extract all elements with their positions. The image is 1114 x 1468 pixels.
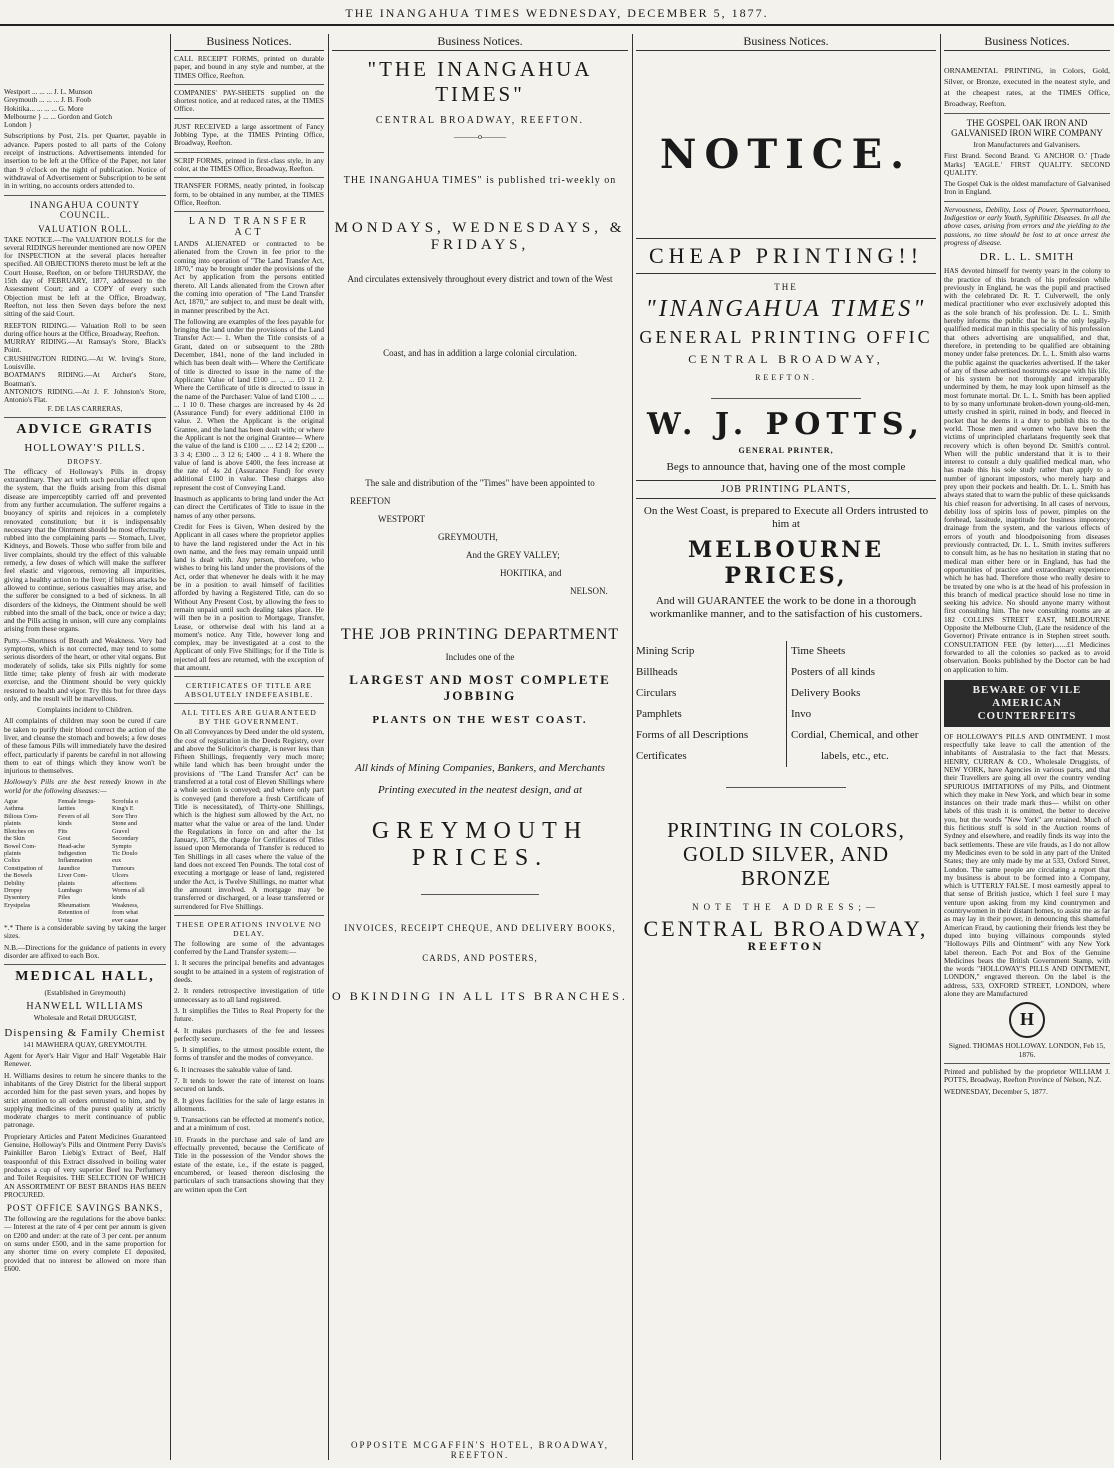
diseases-list — [4, 798, 166, 924]
printing-in-colors: PRINTING IN COLORS, GOLD SILVER, AND BRONZE — [667, 818, 905, 890]
town-name: WESTPORT — [378, 514, 425, 524]
town-name: REEFTON — [350, 496, 391, 506]
children-text: All complaints of children may soon be cured if care be taken to purify their blood correct the action of the liver, and cleanse the stomach and bowels; a few doses of these famous Pills will immediately have the desired effect, particularly if parents be careful in not allowing them to eat of things which they know won't be injurious to themselves. — [4, 716, 166, 776]
divider — [944, 113, 1110, 114]
disease-item: Lumbago — [58, 886, 83, 894]
service-item: Circulars — [636, 687, 677, 699]
iron-line: Iron Manufacturers and Galvanisers. — [973, 140, 1081, 149]
potts-name: W. J. POTTS, — [647, 407, 925, 442]
reefton-label: REEFTON. — [755, 373, 817, 382]
holloway-heading: HOLLOWAY'S PILLS. — [24, 441, 146, 454]
hanwell-williams: HANWELL WILLIAMS — [26, 1001, 144, 1013]
disease-item — [4, 909, 58, 916]
beware-banner — [944, 680, 1110, 727]
operation-item: 5. It simplifies, to the utmost possible extent, the forms of transfer and the modes of conveyance. — [174, 1045, 324, 1063]
disease-item: ever cause — [112, 916, 139, 924]
divider — [726, 787, 846, 788]
column-5 — [940, 34, 1114, 1460]
disease-item: Dysentery — [4, 894, 30, 902]
service-item: Certificates — [636, 750, 687, 762]
agents-list — [4, 88, 166, 129]
divider — [944, 201, 1110, 202]
ad-notice: TRANSFER FORMS, neatly printed, in foolscap form, to be obtained in any number, at the TIMES Office, Reefton. — [174, 181, 324, 207]
operation-item: 3. It simplifies the Titles to Real Property for the future. — [174, 1005, 324, 1024]
disease-item: Inflammation — [58, 857, 93, 865]
disease-item: Erysipelas — [4, 901, 31, 909]
column-header: Business Notices. — [332, 34, 628, 51]
service-item: Time Sheets — [791, 645, 846, 657]
town-name: And the GREY VALLEY; — [466, 550, 560, 560]
column-3 — [328, 34, 632, 1460]
divider — [174, 177, 324, 178]
disease-item: Debility — [4, 879, 25, 887]
disease-item: Gout — [58, 835, 71, 843]
wholesale-line: Wholesale and Retail DRUGGIST, — [33, 1013, 137, 1023]
printed-by: Printed and published by the proprietor WILLIAM J. POTTS, Broadway, Reefton Province of Nelson, N.Z. — [944, 1066, 1110, 1085]
disease-item: Bowel Com- — [4, 842, 37, 850]
established-line: (Established in Greymouth) — [44, 988, 126, 998]
disease-item: King's E — [112, 805, 134, 813]
service-item: Pamphlets — [636, 708, 682, 720]
invoices-line: INVOICES, RECEIPT CHEQUE, AND DELIVERY BOOKS, — [344, 923, 616, 933]
reefton-large: REEFTON — [747, 942, 825, 953]
times-address: CENTRAL BROADWAY, REEFTON. — [375, 115, 585, 126]
beware-line: BEWARE OF VILE — [972, 683, 1082, 696]
disease-item: plaints — [4, 849, 21, 857]
service-item: Posters of all kinds — [791, 666, 876, 678]
kinds-line: All kinds of Mining Companies, Bankers, and Merchants — [355, 762, 605, 774]
ornament: ———o——— — [454, 132, 506, 141]
brands-line: First Brand. Second Brand. 'G ANCHOR O.' [Trade Marks] 'EAGLE.' FIRST QUALITY. SECOND QUALITY. — [944, 151, 1110, 177]
cheap-printing: CHEAP PRINTING!! — [636, 238, 936, 274]
job-department: THE JOB PRINTING DEPARTMENT — [340, 626, 620, 643]
dropsy-text: The efficacy of Holloway's Pills in dropsy extraordinary. They act with such peculiar effect upon the system, that the fluids arising from this dismal disease are imperceptibly carried off and prevented from any further accumulation. The sufferer regains a buoyancy of spirits and rejoices in a completely renovated constitution; but it is indispensably necessary that the Ointment should be most effectually rubbed into the complaining parts — Stomach, Liver, Kidneys, and Bowels. Those who suffer from bile and liver complaints, should try the effect of this valuable remedy, a few doses of which will make the sufferer feel elastic and vigorous, removing all impurities, giving a healthy action to the liver; if bilious attacks be allowed to continue, serious casualties may arise, and the sufferer be consigned to a bed of sickness. In all disorders of the kidneys, the Ointment should be well rubbed into the small of the back, once or twice a day; and the Pills acting in unison, will cure any complaints arising from these organs. — [4, 466, 166, 634]
disease-item: Ulcers — [112, 872, 129, 880]
disease-item: Gravel — [112, 827, 130, 835]
operation-item: 9. Transactions can be effected at moment's notice, and at a minimum of cost. — [174, 1115, 324, 1133]
advice-heading: ADVICE GRATIS — [16, 421, 154, 437]
column-header: Business Notices. — [944, 34, 1110, 51]
plants-box: JOB PRINTING PLANTS, — [636, 480, 936, 499]
beware-line: AMERICAN COUNTERFEITS — [977, 696, 1077, 722]
disease-item: Urine — [58, 916, 73, 924]
disease-item: from what — [112, 909, 139, 917]
agent-line: Melbourne } ... ... Gordon and Gotch — [4, 111, 113, 121]
largest-line: LARGEST AND MOST COMPLETE JOBBING — [349, 672, 611, 703]
service-item: Delivery Books — [791, 687, 861, 699]
ad-notice: COMPANIES' PAY-SHEETS supplied on the shortest notice, and at reduced rates, at the TIMES Office. — [174, 87, 324, 114]
signed-line: Signed. THOMAS HOLLOWAY. LONDON, Feb 15, 1876. — [948, 1041, 1106, 1059]
inasmuch-text: Inasmuch as applicants to bring land under the Act can direct the Certificates of Title to issue in the names of any other persons. — [174, 494, 324, 520]
column-1 — [0, 34, 170, 1460]
printing-line: Printing executed in the neatest design, and at — [377, 784, 583, 796]
service-item: Billheads — [636, 666, 678, 678]
savings-text: The following are the regulations for the above banks:— Interest at the rate of 4 per cent per annum is given on £200 and under: at the rate of 3 per cent. per annum on sums under £500, and in the same proportion for any shorter time on every complete £1 deposited, provided that no interest be allowed on more than £600. — [4, 1214, 166, 1273]
column-2 — [170, 34, 328, 1460]
divider — [421, 894, 539, 895]
operation-item: 8. It gives facilities for the sale of large estates in allotments. — [174, 1095, 324, 1113]
disease-item: Colics — [4, 857, 21, 865]
services-right — [786, 641, 936, 767]
divider — [174, 915, 324, 916]
signature-line: F. DE LAS CARRERAS, — [47, 403, 123, 413]
service-item: labels, etc., etc. — [821, 750, 889, 762]
publication-date: WEDNESDAY, December 5, 1877. — [944, 1086, 1048, 1096]
agent-line: Westport ... ... ... J. L. Munson — [4, 87, 93, 96]
disease-item: Secondary — [112, 835, 139, 843]
disease-item: Jaundice — [58, 864, 81, 872]
riding-line: ANTONIO'S RIDING.—At J. F. Johnston's Store, Antonio's Flat. — [4, 386, 166, 405]
published-line: THE INANGAHUA TIMES" is published tri-weekly on — [343, 175, 617, 186]
column-4 — [632, 34, 940, 1460]
valuation-notice: TAKE NOTICE.—The VALUATION ROLLS for the several RIDINGS hereunder mentioned are now OPEN for INSPECTION at the several places hereafter specified. All OBJECTIONS thereto must be left at the Court House, Reefton, on or before THURSDAY, the 15th day of FEBRUARY, 1877, addressed to the Assessment Court; and a COPY of every such Objection must be left at the Office, Broadway, Reefton, not less then Seven days before the next sitting of the said Court. — [4, 234, 166, 319]
divider — [174, 211, 324, 212]
saving-note: *.* There is a considerable saving by taking the larger sizes. — [4, 922, 166, 941]
disease-item: Sore Thro — [112, 812, 138, 820]
the-label: THE — [774, 282, 798, 292]
disease-item: kinds — [112, 894, 126, 902]
disease-item: Liver Com- — [58, 872, 88, 880]
holloway-counterfeit-text: OF HOLLOWAY'S PILLS AND OINTMENT. I most respectfully take leave to call the attention of the inhabitants of Australasia to the fact that Messrs. HENRY, CURRAN & CO., Wholesale Druggists, of NEW YORK, have Agencies in various parts, and that their Travellers are going all over the country vending SPURIOUS IMITATIONS of my Pills, and Ointment which they make in New York, and which bear in some instances on their trade mark thus— whilst on other labels of this trash it is omitted, the better to deceive you, but the words "New York" are retained. Much of this fictitious stuff is sold in the Auction rooms of Sydney and elsewhere, and readily finds its way into the back settlements. These are vile frauds, as I do not allow my Medicines even to be sold in any part of the United States; they are only made by me at 533, Oxford Street, London. The same people are circulating a report that my business is about to be formed into a Company, which is UTTERLY FALSE. I most earnestly appeal to that sense of British justice, which I feel sure I may venture upon asking from my kind countrymen and countrywomen in their distant homes, to assist me as far as may lay in their power, in denouncing this shameful American Fraud, by cautioning their friends lest they be duped into buying villainous compounds styled "Holloways Pills and Ointment" with any New York label thereon. Each Pot and Box of the Genuine Medicines bears the British Government Stamp, with the words "HOLLOWAY'S PILLS AND OINTMENT, LONDON," engraved thereon. On the label is the address, 533, OXFORD STREET, LONDON, where alone they are Manufactured — [944, 731, 1110, 999]
dr-smith-text: HAS devoted himself for twenty years in the colony to the practice of this branch of his profession while previously in England, he was the pupil and practised with the celebrated Dr. R. T. Culverwell, the only medical practitioner who ever exclusively adopted this as the sole branch of his profession. Dr. L. L. Smith hereby informs the public that he is the only legally-qualified medical man in this speciality of his profession that others advertising are unqualified, and that, therefore, in pretending to be qualified are obtaining money under false pretences. Dr. L. L. Smith also warns the public against the quackeries advertised. If the taker of any of these advertised nostrums escape with his life, or his system be not thoroughly and irreparably undermined by them, he may look upon himself as the most fortunate mortal. Dr. L. L. Smith has been applied to by so many unfortunate broken-down young-old-men, utterly crushed in spirit, ruined in body, and fleeced in pocket that he deems it a duty to publish this to the world. Those men and women who have been the victims of unprincipled charlatans frequently seek that recovery which is often beyond Dr. Smith's control. When will the public understand that it is to their interest to consult a duly qualified medical man, who has made this his sole study rather than apply to a number of ignorant impostors, who merely harp and prey upon their pockets and health. Dr. L. L. Smith has always stated that to warn the public of these quicksands his chief reason for advertising. In all cases of nervous, debility loss of spirits loss of power, pimples on the forehead, lassitude, inaptitude for business impotency drainage from the system, and the various effects of errors of youth and bloodpoisoning from diseases previously contracted, Dr. L. L. Smith invites sufferers to consult him, as he has no hesitation in stating that no medical man either here or in England, has had the opportunities of practice and extraordinary experience which he has had. Therefore those who really desire to be treated by one who is at the head of his profession in this branch of medical practice should lose no time in seeking his advice. No should anyone marry without first consulting him. The new consulting rooms are at 182 COLLINS STREET EAST, MELBOURNE Opposite the Melbourne Club, (Late the residence of the Governor) Private entrance is in Stephen street south. CONSULTATION FEE (by letter).......£1 Medicines forwarded to all the colonies so packed as to avoid observation. Books published by the Doctor can be had on application to him. — [944, 266, 1110, 674]
guarantee-text: On all Conveyances by Deed under the old system, the cost of registration in the Deeds Registry, over and above the Solicitor's charge, is never less than Fifteen Shillings, frequently very much more; while land which has been brought under the provisions of "The Land Transfer Act" can be transferred at a total cost of Eleven Shillings where a whole section is conveyed; and where only part is conveyed (and therefore a fresh Certificate of Title is necessitated), of Thirty-one Shillings, which is the highest sum allowed by the Act, no matter what the value or area of the land. Under the Regulations in force on and after the 1st January, 1875, the charge for Certificates of Titles issued upon Memoranda of Transfer is reduced to Ten Shillings in all cases where the value of the land does not exceed Ten Pounds. The total cost of executing a mortgage or lease of land, registered under the Act, is Twelve Shillings, no matter what the amount involved. A mortgage may be transferred or discharged, or a lease transferred or surrendered for Five Shillings. — [174, 727, 324, 911]
agent-line: London } — [4, 120, 33, 130]
council-title: INANGAHUA COUNTY COUNCIL. — [29, 199, 141, 220]
disease-item: plaints — [58, 879, 75, 887]
disease-item: Female Irregu- — [58, 798, 96, 806]
divider — [4, 417, 166, 418]
gospel-oak-heading: THE GOSPEL OAK IRON AND GALVANISED IRON WIRE COMPANY — [951, 118, 1103, 138]
divider — [174, 676, 324, 677]
service-item: Mining Scrip — [636, 645, 695, 657]
nervousness-text: Nervousness, Debility, Loss of Power, Spermatorrhoea, Indigestion or early Youth, Syphilitic Diseases. In all the above cases, arising from errors and the yielding to the passions, no time should be lost to at once arrest the progress of disease. — [944, 204, 1110, 247]
land-transfer-heading: LAND TRANSFER ACT — [188, 216, 310, 239]
land-text: LANDS ALIENATED or contracted to be alienated from the Crown in fee prior to the coming into operation of "The Land Transfer Act, 1870," may be brought under the provisions of the Act by application from the persons entitled thereto. All Lands alienated from the Crown after the coming into operation of "The Land Transfer Act, 1870," are subject to, and must be dealt with, in manner prescribed by the Act. — [174, 239, 324, 315]
disease-item: plaints — [4, 820, 21, 828]
divider — [944, 1063, 1110, 1064]
column-header: Business Notices. — [174, 34, 324, 51]
begs-line: Begs to announce that, having one of the most comple — [666, 461, 906, 473]
disease-item: Rheumatism — [58, 901, 90, 909]
williams-text: H. Williams desires to return he sincere thanks to the inhabitants of the Grey District for the liberal support accorded him for the past seven years, and hopes by strict attention to all orders entrusted to him, and by supplying medicines of the purest quality at strictly moderate charges to merit continuance of public patronage. — [4, 1070, 166, 1130]
operations-list — [174, 959, 324, 1193]
disease-item: Scrofula o — [112, 798, 139, 806]
notice-heading: NOTICE. — [659, 131, 913, 178]
operation-item: 1. It secures the principal benefits and advantages sought to be attained in a system of registration of deeds. — [174, 958, 324, 985]
disease-item: Piles — [58, 894, 71, 902]
trade-mark-icon: H — [1009, 1002, 1045, 1038]
disease-item: Ague — [4, 798, 18, 806]
disease-item: larities — [58, 805, 76, 813]
disease-item: Constipation of — [4, 864, 44, 872]
agent-line: Hokitika... ... ... ... G. More — [4, 103, 84, 113]
central-broadway-large: CENTRAL BROADWAY, — [643, 916, 929, 941]
office-address: OPPOSITE MCGAFFIN'S HOTEL, BROADWAY, REEFTON. — [351, 1440, 609, 1460]
cards-line: CARDS, AND POSTERS, — [422, 953, 538, 963]
disease-item: eux — [112, 857, 122, 865]
directions-note: N.B.—Directions for the guidance of patients in every disorder are affixed to each Box. — [4, 942, 166, 960]
disease-item: Stone and — [112, 820, 138, 828]
disease-item: kinds — [58, 820, 72, 828]
melbourne-prices: MELBOURNE PRICES, — [687, 537, 885, 589]
coast-line: Coast, and has in addition a large colonial circulation. — [383, 348, 577, 358]
note-address: NOTE THE ADDRESS;— — [692, 902, 880, 912]
divider — [174, 118, 324, 119]
disease-item: Tumours — [112, 864, 135, 872]
divider — [4, 964, 166, 965]
certificates-heading: CERTIFICATES OF TITLE ARE ABSOLUTELY INDEFEASIBLE. — [184, 681, 314, 700]
disease-item: Weakness, — [112, 901, 139, 909]
disease-item: Sympto — [112, 842, 132, 850]
savings-heading: POST OFFICE SAVINGS BANKS, — [6, 1203, 164, 1214]
guarantee-line: And will GUARANTEE the work to be done in a thorough workmanlike manner, and to the satisfaction of his customers. — [649, 595, 923, 620]
disease-item: Blotches on — [4, 827, 34, 835]
greymouth-prices: GREYMOUTH PRICES. — [371, 818, 589, 871]
dr-smith-heading: DR. L. L. SMITH — [979, 251, 1075, 264]
dropsy-heading: DROPSY. — [67, 457, 103, 466]
includes-line: Includes one of the — [445, 652, 515, 662]
disease-item: Tic Doulo — [112, 849, 138, 857]
operation-item: 6. It increases the saleable value of land. — [174, 1064, 293, 1074]
articles-text: Proprietary Articles and Patent Medicines Guaranteed Genuine, Holloway's Pills and Ointment Perry Davis's Painkiller Baron Liebig's Extract of Beef, Half teaspoonful of this Extract dissolved in boiling water produces a cup of very superior Beef tea Perfumery and Toilet Requisites. THE SELECTION OF WHICH AN ASSORTMENT OF BEST BRANDS HAS BEEN PROCURED. — [4, 1131, 166, 1199]
sale-line: The sale and distribution of the "Times" have been appointed to — [365, 478, 595, 488]
fees-text: The following are examples of the fees payable for bringing the land under the provisions of the Land Transfer Act:— 1. When the Title consists of a Grant, dated on or subsequent to the 28th December, 1841, none of the land included in which has been dealt with— Where the Certificate of title is directed to issue in the name of the Applicant: Value of land £100 ... ... ... £0 11 2. Where the Certificate of title is directed to issue in the name of the Purchaser: Value of land £100 ... ... ... 1 10 0. These charges are increased by 4s 2d (Assurance Fund) for every additional £100 in value. 2. When the Applicant is the original Grantee, and the land has been dealt with; or where the Applicant is not the original Grantee— Where the value of the land is £100 ... ... £2 14 2; £200 ... 3 3 4; £300 ... 3 12 6; £400 ... 4 1 8. Where the value of land is above £400, the fees increase at the rate of 4s 2d (Assurance Fund) for every additional £100 in value. These charges also represent the cost of Conveying Land. — [174, 316, 324, 492]
bookbinding-line: O BKINDING IN ALL ITS BRANCHES. — [332, 989, 628, 1003]
disease-item: the Bowels — [4, 872, 33, 880]
divider — [174, 152, 324, 153]
operation-item: 2. It renders retrospective investigation of title unnecessary as to all land registered. — [174, 986, 324, 1004]
dispensing-heading: Dispensing & Family Chemist — [4, 1026, 166, 1039]
disease-item: Head-ache — [58, 842, 85, 850]
ad-notice: CALL RECEIPT FORMS, printed on durable paper, and bound in any style and number, at the TIMES Office, Reefton. — [174, 54, 324, 80]
general-printing: GENERAL PRINTING OFFIC — [639, 327, 933, 347]
disease-item: Fits — [58, 827, 68, 835]
disease-item: Indigestion — [58, 849, 87, 857]
operation-item: 4. It makes purchasers of the fee and lessees perfectly secure. — [174, 1025, 324, 1043]
divider — [174, 84, 324, 85]
riding-line: REEFTON RIDING.— Valuation Roll to be seen during office hours at the Office, Broadway, Reefton. — [4, 320, 166, 338]
remedy-intro: Holloway's Pills are the best remedy known in the world for the following diseases:— — [4, 777, 166, 795]
plants-line: PLANTS ON THE WEST COAST. — [372, 714, 588, 726]
disease-item: Worms of all — [112, 886, 145, 894]
divider — [4, 195, 166, 196]
disease-item: affections — [112, 879, 137, 887]
town-name: NELSON. — [570, 586, 608, 596]
divider — [711, 398, 861, 399]
days-line: MONDAYS, WEDNESDAYS, & FRIDAYS, — [334, 220, 626, 253]
riding-line: BOATMAN'S RIDING.—At Archer's Store, Boatman's. — [4, 370, 166, 388]
times-title: "THE INANGAHUA TIMES" — [367, 57, 593, 106]
operations-intro: The following are some of the advantages conferred by the Land Transfer system:— — [174, 938, 324, 957]
service-item: Cordial, Chemical, and other — [791, 729, 919, 741]
disease-item: Bilious Com- — [4, 812, 39, 820]
service-item: Forms of all Descriptions — [636, 729, 749, 741]
service-item: Invo — [791, 708, 812, 720]
divider — [174, 703, 324, 704]
gospel-oak-text: The Gospel Oak is the oldest manufacture of Galvanised Iron in England. — [944, 179, 1110, 197]
printing-services — [636, 641, 936, 767]
guarantee-heading: ALL TITLES ARE GUARANTEED BY THE GOVERNMENT. — [181, 708, 317, 727]
operation-item: 7. It tends to lower the rate of interest on loans secured on lands. — [174, 1075, 324, 1094]
town-name: GREYMOUTH, — [438, 532, 498, 542]
disease-item: Fevers of all — [58, 812, 90, 820]
disease-item: the Skin — [4, 835, 25, 843]
masthead-rule — [0, 24, 1114, 26]
agent-line: Greymouth ... ... ... J. B. Foob — [4, 95, 91, 105]
towns-list — [332, 496, 628, 596]
west-coast-line: On the West Coast, is prepared to Execute all Orders intrusted to him at — [643, 505, 929, 530]
address-line: 141 MAWHERA QUAY, GREYMOUTH. — [23, 1039, 147, 1049]
children-heading: Complaints incident to Children. — [37, 705, 133, 715]
riding-line: CRUSHINGTON RIDING.—At W. Irving's Store, Louisville. — [4, 353, 166, 372]
valuation-title: VALUATION ROLL. — [38, 223, 132, 234]
disease-item: Dropsy — [4, 886, 23, 894]
central-broadway: CENTRAL BROADWAY, — [688, 352, 884, 366]
subscription-notice: Subscriptions by Post, 21s. per Quarter, payable in advance. Papers posted to all parts of the Colony receipt of instructions. Advertisements intended for insertion to be left at the Office of the Paper, not later than 9 o'clock on the night of publication. Notice of withdrawal of Advertisement or Subscription to be sent in in writing, no accounts orders attended to. — [4, 131, 166, 191]
putty-text: Putty.—Shortness of Breath and Weakness. Very bad symptoms, which is not corrected, may tend to some serious disorders of the heart, or other vital organs. But moderately of solids, take six Pills nightly for some little time; take plenty of fresh air with moderate exercise, and the Ointment should be very quickly restored to health and vigor. Try this but for three days only, and the result will be marvellous. — [4, 635, 166, 703]
ornamental-ad: ORNAMENTAL PRINTING, in Colors, Gold, Silver, or Bronze, executed in the neatest style, and at the cheapest rates, at the TIMES Office, Broadway, Reefton. — [944, 66, 1110, 108]
agent-note: Agent for Ayer's Hair Vigor and Hall' Vegetable Hair Renewer. — [4, 1051, 166, 1069]
times-name: "INANGAHUA TIMES" — [645, 296, 927, 322]
masthead: THE INANGAHUA TIMES WEDNESDAY, DECEMBER 5, 1877. — [345, 6, 769, 20]
general-printer: GENERAL PRINTER, — [738, 446, 834, 455]
operations-heading: THESE OPERATIONS INVOLVE NO DELAY. — [176, 919, 322, 938]
credit-text: Credit for Fees is Given, When desired by the Applicant in all cases where the proprietor applies to have the land registered under the Act in his own name, and the fees may remain unpaid until land is dealt with. Any person, therefore, who wishes to bring his land under the provisions of the Act, order that whenever he deals with it he may be in a position to avail himself of facilities afforded by having a Registered Title, can do so Without Any Present Cost, by allowing the fees to remain unpaid until such dealing takes place. He will then be in a position to Mortgage, Transfer, Lease, or otherwise deal with his land at a moment's notice. Any Title, however long and complex, may be investigated at a cost to the Applicant of only Five Shillings; for if the Title is rejected all fees are returned, with the exception of that amount. — [174, 521, 324, 672]
services-left — [636, 641, 786, 767]
ad-notice: JUST RECEIVED a large assortment of Fancy Jobbing Type, at the TIMES Printing Office, Broadway, Reefton. — [174, 121, 324, 148]
disease-item: Asthma — [4, 805, 24, 813]
disease-item: Retention of — [58, 909, 90, 917]
ad-notice: SCRIP FORMS, printed in first-class style, in any color, at the TIMES Office, Broadway, Reefton. — [174, 155, 324, 173]
operation-item: 10. Frauds in the purchase and sale of land are effectually prevented, because the Certificate of Title in the possession of the Vendor shows the estate of the estate, i.e., if the estate is pagged, encumbered, or leased thereon disclosing the particulars of such transactions showing that they are written upon the Cert — [174, 1134, 324, 1194]
riding-line: MURRAY RIDING.—At Ramsay's Store, Black's Point. — [4, 337, 166, 355]
circulation-line: And circulates extensively throughout every district and town of the West — [347, 274, 613, 284]
medical-hall-heading: MEDICAL HALL, — [15, 969, 155, 985]
town-name: HOKITIKA, and — [500, 568, 562, 578]
column-header: Business Notices. — [636, 34, 936, 51]
